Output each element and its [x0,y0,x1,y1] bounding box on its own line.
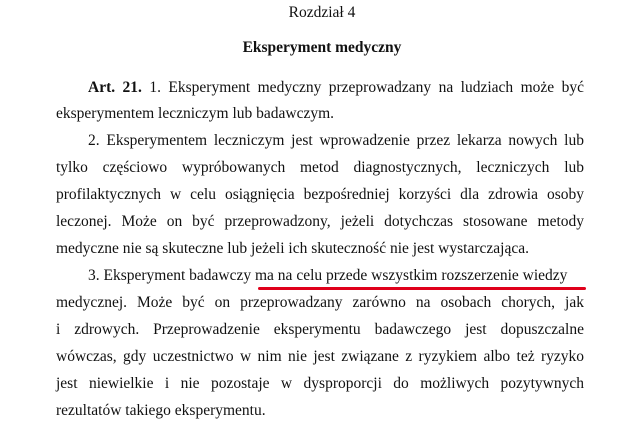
paragraph-3-line-2: medycznej. Może być on przeprowadzany zarówno na osobach chorych, jak [56,294,584,311]
article-number: Art. 21. [88,79,142,96]
paragraph-2-line-1: 2. Eksperymentem leczniczym jest wprowadzenie przez lekarza nowych lub [88,132,584,149]
paragraph-2-line-3: profilaktycznych w celu osiągnięcia bezpośredniej korzyści dla zdrowia osoby [56,186,584,203]
paragraph-2-line-5: medyczne nie są skuteczne lub jeżeli ich skuteczność nie jest wystarczająca. [56,240,529,257]
paragraph-3-line-1: 3. Eksperyment badawczy ma na celu przede wszystkim rozszerzenie wiedzy [88,267,568,284]
paragraph-3-line-6: rezultatów takiego eksperymentu. [56,402,266,419]
paragraph-1-line-2: eksperymentem leczniczym lub badawczym. [56,105,335,122]
paragraph-3-line-4: wówczas, gdy uczestnictwo w nim nie jest związane z ryzykiem albo też ryzyko [56,348,584,365]
paragraph-2-line-2: tylko częściowo wypróbowanych metod diagnostycznych, leczniczych lub [56,159,584,176]
section-title: Eksperyment medyczny [242,39,402,56]
red-underline-annotation [258,287,586,290]
paragraph-3-line-5: jest niewielkie i nie pozostaje w dysproporcji do możliwych pozytywnych [56,375,584,392]
paragraph-3-line-3: i zdrowych. Przeprowadzenie eksperymentu badawczego jest dopuszczalne [56,321,584,338]
paragraph-1-line-1: Art. 21. 1. Eksperyment medyczny przeprowadzany na ludziach może być [88,79,584,96]
paragraph-2-line-4: leczonej. Może on być przeprowadzony, jeżeli dotychczas stosowane metody [56,213,584,230]
highlighted-phrase: ma na celu przede wszystkim rozszerzenie wiedzy [255,267,568,284]
chapter-heading: Rozdział 4 [288,4,356,21]
